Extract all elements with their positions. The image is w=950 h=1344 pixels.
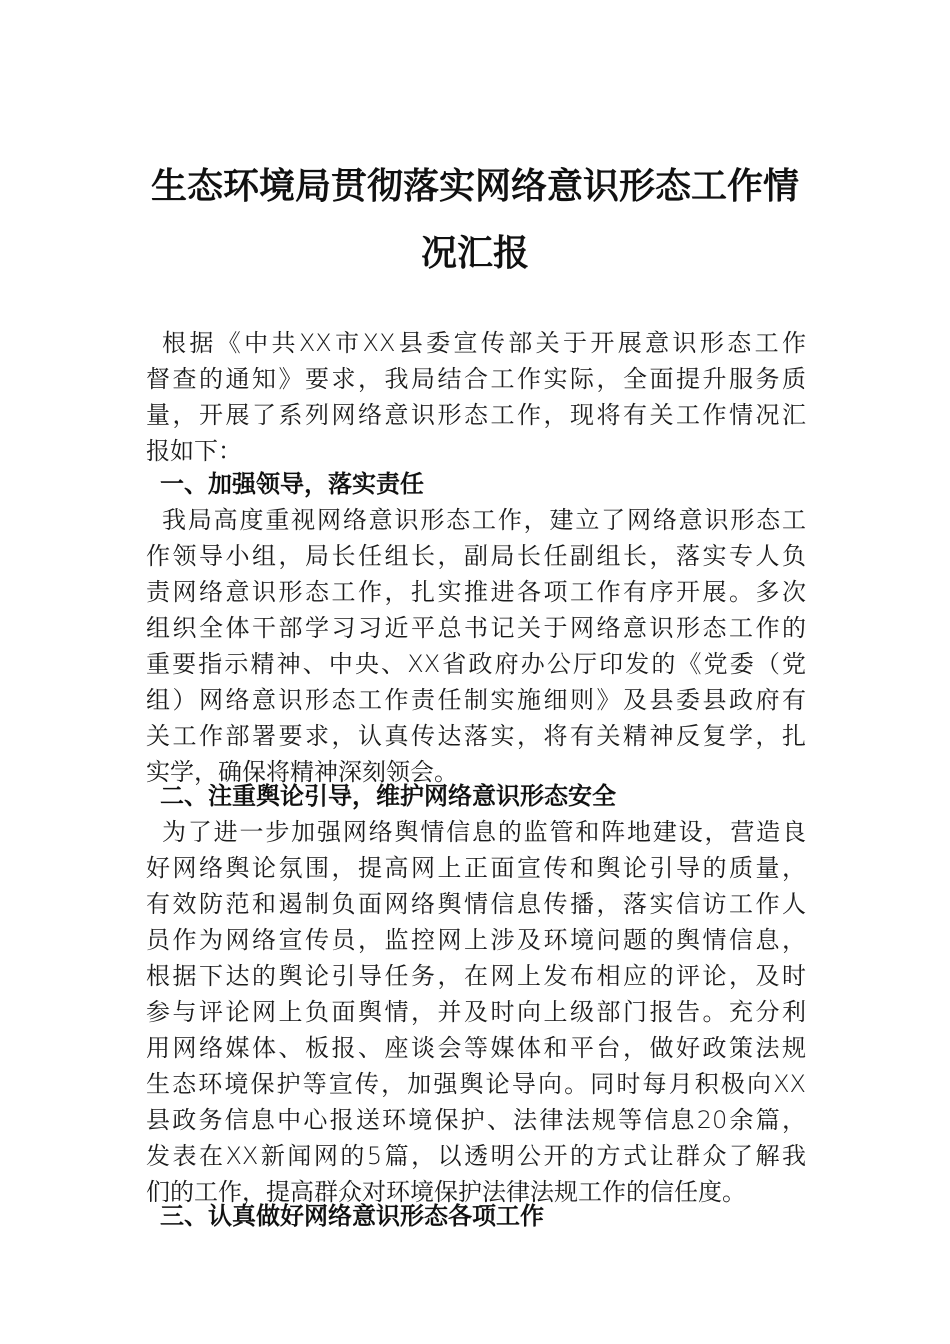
paragraph-line: 报如下： [146,437,242,465]
paragraph-line: 生态环境保护等宣传，加强舆论导向。同时每月积极向XX [146,1070,806,1098]
paragraph-line: 量，开展了系列网络意识形态工作，现将有关工作情况汇 [146,401,806,429]
paragraph-line: 关工作部署要求，认真传达落实，将有关精神反复学，扎 [146,722,806,750]
paragraph-line: 员作为网络宣传员，监控网上涉及环境问题的舆情信息， [146,926,806,954]
document-title-line-1: 生态环境局贯彻落实网络意识形态工作情 [150,165,799,207]
paragraph-line: 有效防范和遏制负面网络舆情信息传播，落实信访工作人 [146,890,806,918]
paragraph-line: 根据《中共XX市XX县委宣传部关于开展意识形态工作 [162,329,806,357]
paragraph-line: 们的工作，提高群众对环境保护法律法规工作的信任度。 [146,1178,746,1206]
paragraph-line: 参与评论网上负面舆情，并及时向上级部门报告。充分利 [146,998,806,1026]
paragraph-line: 根据下达的舆论引导任务，在网上发布相应的评论，及时 [146,962,806,990]
paragraph-line: 县政务信息中心报送环境保护、法律法规等信息20余篇， [146,1106,806,1134]
paragraph-line: 为了进一步加强网络舆情信息的监管和阵地建设，营造良 [162,818,806,846]
paragraph-line: 实学，确保将精神深刻领会。 [146,758,458,786]
paragraph-line: 发表在XX新闻网的5篇，以透明公开的方式让群众了解我 [146,1142,806,1170]
paragraph-line: 组织全体干部学习习近平总书记关于网络意识形态工作的 [146,614,806,642]
document-title-line-2: 况汇报 [420,232,529,274]
paragraph-line: 组）网络意识形态工作责任制实施细则》及县委县政府有 [146,686,806,714]
section-heading-2: 二、注重舆论引导，维护网络意识形态安全 [160,782,616,810]
paragraph-line: 督查的通知》要求，我局结合工作实际，全面提升服务质 [146,365,806,393]
section-heading-3: 三、认真做好网络意识形态各项工作 [160,1202,544,1230]
paragraph-line: 重要指示精神、中央、XX省政府办公厅印发的《党委（党 [146,650,806,678]
paragraph-line: 作领导小组，局长任组长，副局长任副组长，落实专人负 [146,542,806,570]
paragraph-line: 我局高度重视网络意识形态工作，建立了网络意识形态工 [162,506,806,534]
paragraph-line: 好网络舆论氛围，提高网上正面宣传和舆论引导的质量， [146,854,806,882]
section-heading-1: 一、加强领导，落实责任 [160,470,424,498]
paragraph-line: 用网络媒体、板报、座谈会等媒体和平台，做好政策法规 [146,1034,806,1062]
paragraph-line: 责网络意识形态工作，扎实推进各项工作有序开展。多次 [146,578,806,606]
